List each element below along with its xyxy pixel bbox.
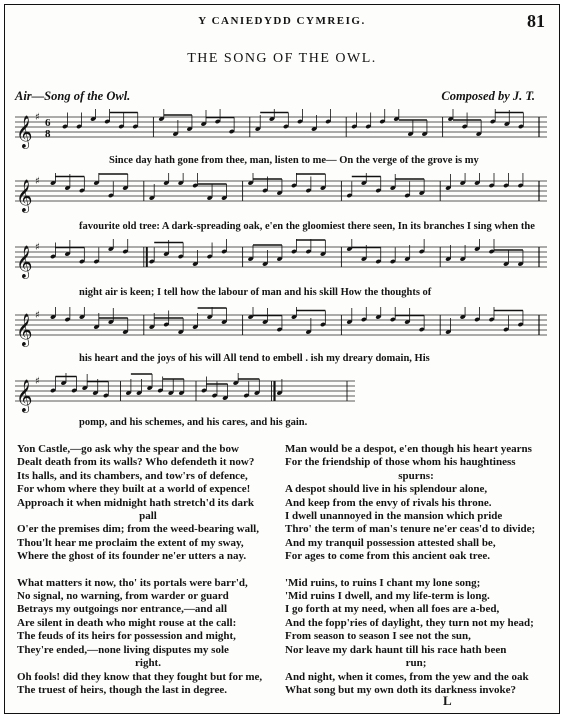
lyric-line-5: pomp, and his schemes, and his cares, and his gain. xyxy=(79,417,308,428)
verse-line: From season to season I see not the sun, xyxy=(285,630,471,643)
verse-line: O'er the premises dim; from the weed-bearing wall, xyxy=(17,523,259,536)
lyric-line-2: favourite old tree: A dark-spreading oak, e'en the gloomiest there seen, In its branches I sing when the xyxy=(79,221,535,232)
key-signature-sharp: ♯ xyxy=(35,310,40,321)
verse-line: What matters it now, tho' its portals were barr'd, xyxy=(17,576,248,589)
verse-line: The feuds of its heirs for possession and might, xyxy=(17,630,236,643)
verse-line: right. xyxy=(135,657,161,670)
verse-line: Nor leave my dark haunt till his race hath been xyxy=(285,643,507,656)
verse-line: Where the ghost of its founder ne'er utters a nay. xyxy=(17,550,247,563)
verse-line: For the friendship of those whom his haughtiness xyxy=(285,456,516,469)
verse-line: Thou'lt hear me proclaim the extent of my sway, xyxy=(17,536,244,549)
verse-line: Man would be a despot, e'en though his heart yearns xyxy=(285,443,532,455)
verse-line: For ages to come from this ancient oak tree. xyxy=(285,550,490,563)
music-system-4 xyxy=(15,307,547,347)
stanza-gap xyxy=(17,564,279,577)
music-staff xyxy=(15,239,547,279)
music-staff xyxy=(15,373,355,413)
verse-line: And night, when it comes, from the yew and the oak xyxy=(285,670,529,683)
music-system-1 xyxy=(15,109,547,149)
key-signature-sharp: ♯ xyxy=(35,176,40,187)
verse-line: Dealt death from its walls? Who defendeth it now? xyxy=(17,456,255,469)
lyric-line-1: Since day hath gone from thee, man, listen to me— On the verge of the grove is my xyxy=(109,155,479,166)
songbook-page xyxy=(4,4,560,714)
music-staff xyxy=(15,173,547,213)
treble-clef-icon: 𝄞 xyxy=(16,313,33,346)
verse-line: No signal, no warning, from warder or guard xyxy=(17,590,229,603)
verse-line: spurns: xyxy=(398,469,434,482)
verse-line: I dwell unannoyed in the mansion which pride xyxy=(285,510,503,523)
music-system-2 xyxy=(15,173,547,213)
treble-clef-icon: 𝄞 xyxy=(16,245,33,278)
verse-line: And the fopp'ries of daylight, they turn not my head; xyxy=(285,616,534,629)
verse-line: Thro' the term of man's tenure ne'er ceas'd to divide; xyxy=(285,523,536,536)
music-system-3 xyxy=(15,239,547,279)
verse-line: 'Mid ruins I dwell, and my life-term is long. xyxy=(285,590,490,603)
verse-line: pall xyxy=(139,510,157,523)
running-title: Y CANIEDYDD CYMREIG. xyxy=(198,15,366,27)
verse-line: I go forth at my need, when all foes are a-bed, xyxy=(285,603,500,616)
verse-line: A despot should live in his splendour alone, xyxy=(285,483,488,496)
lyric-line-4: his heart and the joys of his will All tend to embell . ish my dreary domain, His xyxy=(79,353,430,364)
verse-line: The truest of heirs, though the last in degree. xyxy=(17,683,228,696)
verse-line: run; xyxy=(405,657,427,670)
music-staff xyxy=(15,307,547,347)
verse-column-left xyxy=(17,443,279,697)
verse-line: Approach it when midnight hath stretch'd its dark xyxy=(17,496,255,509)
verse-line: 'Mid ruins, to ruins I chant my lone song; xyxy=(285,576,481,589)
music-system-5 xyxy=(15,373,355,413)
verse-line: Yon Castle,—go ask why the spear and the bow xyxy=(17,443,239,455)
song-title: THE SONG OF THE OWL. xyxy=(187,51,377,66)
composer-credit: Composed by J. T. xyxy=(441,89,535,103)
verse-line: And keep from the envy of rivals his throne. xyxy=(285,496,492,509)
verse-line: What song but my own doth its darkness invoke? xyxy=(285,683,517,696)
treble-clef-icon: 𝄞 xyxy=(16,379,33,412)
treble-clef-icon: 𝄞 xyxy=(16,179,33,212)
verse-line: Are silent in death who might rouse at the call: xyxy=(17,616,237,629)
key-signature-sharp: ♯ xyxy=(35,376,40,387)
lyric-line-3: night air is keen; I tell how the labour of man and his skill How the thoughts of xyxy=(79,287,432,298)
verse-column-right xyxy=(285,443,547,697)
verse-line: For whom where they built at a world of expence! xyxy=(17,483,251,496)
verse-line: And my tranquil possession attested shall be, xyxy=(285,536,496,549)
music-staff xyxy=(15,109,547,149)
verse-line: Oh fools! did they know that they fought but for me, xyxy=(17,670,263,683)
time-signature-numerator: 6 xyxy=(45,117,51,129)
page-header xyxy=(5,11,559,31)
key-signature-sharp: ♯ xyxy=(35,242,40,253)
time-signature-denominator: 8 xyxy=(45,128,51,140)
verse-line: They're ended,—none living disputes my sole xyxy=(17,643,229,656)
page-number: 81 xyxy=(527,11,545,31)
air-label: Air—Song of the Owl. xyxy=(15,89,131,103)
signature-mark: L xyxy=(443,693,452,708)
key-signature-sharp: ♯ xyxy=(35,112,40,123)
verse-line: Betrays my outgoings nor entrance,—and all xyxy=(17,603,228,616)
treble-clef-icon: 𝄞 xyxy=(16,115,33,148)
stanza-gap xyxy=(285,564,547,577)
verse-line: Its halls, and its chambers, and tow'rs of defence, xyxy=(17,469,248,482)
